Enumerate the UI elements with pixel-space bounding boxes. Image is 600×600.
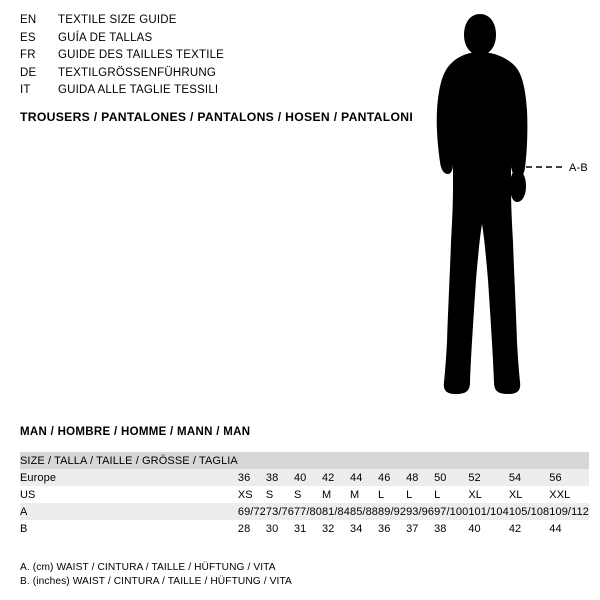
cell: XL [509, 486, 549, 503]
language-row [20, 84, 400, 102]
language-row [20, 49, 400, 67]
language-title: GUIDA ALLE TAGLIE TESSILI [58, 84, 219, 96]
cell: 52 [468, 469, 508, 486]
table-row [20, 486, 589, 503]
footnote-a: A. (cm) WAIST / CINTURA / TAILLE / HÜFTUNG / VITA [20, 562, 276, 573]
cell: 85/88 [350, 503, 378, 520]
cell: 38 [266, 469, 294, 486]
garment-type-title: TROUSERS / PANTALONES / PANTALONS / HOSEN / PANTALONI [20, 110, 414, 124]
cell [294, 452, 322, 469]
cell [378, 452, 406, 469]
cell: L [434, 486, 468, 503]
language-title: GUIDE DES TAILLES TEXTILE [58, 49, 225, 61]
cell: 44 [350, 469, 378, 486]
cell: 89/92 [378, 503, 406, 520]
cell: 93/96 [406, 503, 434, 520]
cell: 40 [468, 520, 508, 537]
language-code: EN [20, 14, 37, 26]
language-title: TEXTILE SIZE GUIDE [58, 14, 177, 26]
language-title-list [20, 14, 400, 102]
cell: M [350, 486, 378, 503]
cell: 34 [350, 520, 378, 537]
cell: 30 [266, 520, 294, 537]
row-label: B [20, 520, 238, 537]
cell [322, 452, 350, 469]
cell: 97/100 [434, 503, 468, 520]
footnotes [20, 561, 292, 588]
cell: 48 [406, 469, 434, 486]
table-row [20, 452, 589, 469]
cell [468, 452, 508, 469]
cell: 36 [378, 520, 406, 537]
table-row [20, 469, 589, 486]
body-figure [418, 10, 588, 410]
language-code: ES [20, 31, 36, 44]
row-label: A [20, 503, 238, 520]
cell: 31 [294, 520, 322, 537]
language-row [20, 67, 400, 85]
cell: 40 [294, 469, 322, 486]
row-label: Europe [20, 469, 238, 486]
cell: 69/72 [238, 503, 266, 520]
cell: 101/104 [468, 503, 508, 520]
cell: 42 [322, 469, 350, 486]
size-table [20, 452, 589, 537]
language-code: FR [20, 49, 36, 61]
cell: 42 [509, 520, 549, 537]
language-row [20, 32, 400, 50]
cell: 38 [434, 520, 468, 537]
cell: XS [238, 486, 266, 503]
cell: 105/108 [509, 503, 549, 520]
cell: 28 [238, 520, 266, 537]
cell: 36 [238, 469, 266, 486]
table-row [20, 503, 589, 520]
measurement-label-ab: A-B [569, 162, 588, 174]
cell: 73/76 [266, 503, 294, 520]
cell: 56 [549, 469, 589, 486]
footnote-b: B. (inches) WAIST / CINTURA / TAILLE / HÜFTUNG / VITA [20, 575, 292, 587]
language-title: TEXTILGRÖSSENFÜHRUNG [58, 66, 216, 79]
cell: 44 [549, 520, 589, 537]
cell: 37 [406, 520, 434, 537]
language-title: GUÍA DE TALLAS [58, 31, 153, 44]
cell: 54 [509, 469, 549, 486]
cell: S [266, 486, 294, 503]
cell: 109/112 [549, 503, 589, 520]
cell: XXL [549, 486, 589, 503]
male-silhouette-icon [418, 10, 588, 410]
cell [266, 452, 294, 469]
cell: XL [468, 486, 508, 503]
cell: 46 [378, 469, 406, 486]
cell [350, 452, 378, 469]
cell: 77/80 [294, 503, 322, 520]
row-label: US [20, 486, 238, 503]
cell [509, 452, 549, 469]
table-row [20, 520, 589, 537]
man-section-title: MAN / HOMBRE / HOMME / MANN / MAN [20, 426, 251, 438]
language-row [20, 14, 400, 32]
cell: L [406, 486, 434, 503]
row-label: SIZE / TALLA / TAILLE / GRÖSSE / TAGLIA [20, 452, 238, 469]
cell: 81/84 [322, 503, 350, 520]
language-code: DE [20, 66, 37, 79]
cell [238, 452, 266, 469]
cell: S [294, 486, 322, 503]
cell [434, 452, 468, 469]
language-code: IT [20, 84, 31, 96]
cell: 32 [322, 520, 350, 537]
cell [549, 452, 589, 469]
cell: M [322, 486, 350, 503]
cell: 50 [434, 469, 468, 486]
cell: L [378, 486, 406, 503]
cell [406, 452, 434, 469]
